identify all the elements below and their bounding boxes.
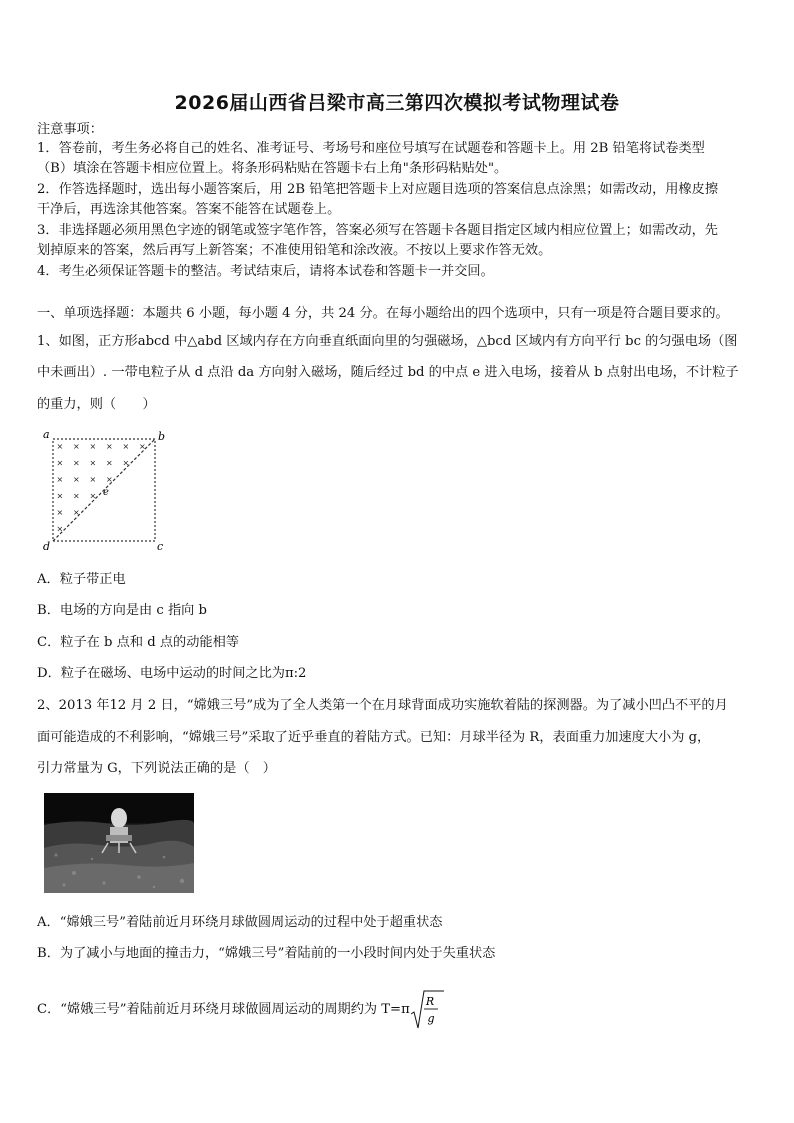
label-b: b bbox=[158, 430, 166, 443]
field-cross-mark: × bbox=[56, 442, 64, 451]
notice-line: 1．答卷前，考生务必将自己的姓名、准考证号、考场号和座位号填写在试题卷和答题卡上。用 2B 铅笔将试卷类型 bbox=[37, 141, 705, 156]
field-cross-mark: × bbox=[56, 508, 64, 517]
question-1-line: 的重力，则（ ） bbox=[37, 397, 156, 412]
label-a: a bbox=[43, 428, 50, 441]
section-heading: 一、单项选择题：本题共 6 小题，每小题 4 分，共 24 分。在每小题给出的四个选项中，只有一项是符合题目要求的。 bbox=[37, 306, 729, 321]
notice-line: 划掉原来的答案，然后再写上新答案；不准使用铅笔和涂改液。不按以上要求作答无效。 bbox=[37, 243, 552, 258]
field-cross-mark: × bbox=[73, 458, 80, 468]
notice-heading: 注意事项： bbox=[37, 122, 103, 137]
square-field-figure bbox=[40, 428, 170, 553]
field-cross-mark: × bbox=[139, 442, 146, 451]
label-d: d bbox=[43, 540, 51, 553]
exam-title: 2026届山西省吕梁市高三第四次模拟考试物理试卷 bbox=[174, 92, 620, 114]
option-c bbox=[37, 988, 767, 1032]
field-cross-mark: × bbox=[73, 508, 80, 517]
field-cross-mark: × bbox=[73, 475, 80, 484]
field-cross-mark: × bbox=[106, 475, 113, 484]
field-cross-mark: × bbox=[106, 442, 113, 451]
formula-numerator: R bbox=[425, 995, 434, 1008]
question-1-line: 中未画出）. 一带电粒子从 d 点沿 da 方向射入磁场，随后经过 bd 的中点 e 进入电场，接着从 b 点射出电场，不计粒子 bbox=[37, 365, 739, 380]
question-2-line: 2、2013 年12 月 2 日，“嫦娥三号”成为了全人类第一个在月球背面成功实施软着陆的探测器。为了减小凹凸不平的月 bbox=[37, 698, 728, 713]
option-a: A．粒子带正电 bbox=[37, 572, 126, 587]
field-cross-mark: × bbox=[56, 458, 64, 468]
option-a: A．“嫦娥三号”着陆前近月环绕月球做圆周运动的过程中处于超重状态 bbox=[37, 915, 443, 930]
field-cross-mark: × bbox=[56, 491, 64, 501]
field-cross-mark: × bbox=[122, 458, 130, 468]
question-2-line: 面可能造成的不利影响，“嫦娥三号”采取了近乎垂直的着陆方式。已知：月球半径为 R，表面重力加速度大小为 g， bbox=[37, 730, 711, 745]
formula-denominator: g bbox=[427, 1012, 435, 1025]
question-2-line: 引力常量为 G，下列说法正确的是（ ） bbox=[37, 761, 276, 776]
sqrt-formula bbox=[410, 988, 444, 1032]
field-cross-mark: × bbox=[89, 491, 97, 501]
notice-line: 3．非选择题必须用黑色字迹的钢笔或签字笔作答，答案必须写在答题卡各题目指定区域内相应位置上；如需改动，先 bbox=[37, 223, 718, 238]
field-cross-mark: × bbox=[89, 442, 97, 451]
question-1-line: 1、如图，正方形abcd 中△abd 区域内存在方向垂直纸面向里的匀强磁场，△bcd 区域内有方向平行 bc 的匀强电场（图 bbox=[37, 334, 738, 349]
option-d: D．粒子在磁场、电场中运动的时间之比为π:2 bbox=[37, 666, 307, 681]
field-cross-mark: × bbox=[73, 442, 80, 451]
field-cross-mark: × bbox=[89, 458, 97, 468]
field-cross-mark: × bbox=[56, 524, 64, 534]
notice-line: 2．作答选择题时，选出每小题答案后，用 2B 铅笔把答题卡上对应题目选项的答案信息点涂黑；如需改动，用橡皮擦 bbox=[37, 182, 719, 197]
notice-line: 干净后，再选涂其他答案。答案不能答在试题卷上。 bbox=[37, 202, 341, 217]
field-cross-mark: × bbox=[106, 458, 113, 468]
notice-line: （B）填涂在答题卡相应位置上。将条形码粘贴在答题卡右上角"条形码粘贴处"。 bbox=[37, 161, 508, 176]
field-cross-mark: × bbox=[56, 475, 64, 484]
notice-line: 4．考生必须保证答题卡的整洁。考试结束后，请将本试卷和答题卡一并交回。 bbox=[37, 264, 494, 279]
label-c: c bbox=[157, 540, 164, 553]
field-cross-mark: × bbox=[73, 491, 80, 501]
option-c: C．粒子在 b 点和 d 点的动能相等 bbox=[37, 635, 239, 650]
option-c-text: C．“嫦娥三号”着陆前近月环绕月球做圆周运动的周期约为 T=π bbox=[37, 1002, 410, 1017]
field-cross-mark: × bbox=[89, 475, 97, 484]
lunar-lander-photo bbox=[44, 793, 194, 893]
option-b: B．为了减小与地面的撞击力，“嫦娥三号”着陆前的一小段时间内处于失重状态 bbox=[37, 946, 496, 961]
option-b: B．电场的方向是由 c 指向 b bbox=[37, 603, 207, 618]
field-cross-mark: × bbox=[122, 442, 130, 451]
label-e: e bbox=[103, 487, 109, 498]
